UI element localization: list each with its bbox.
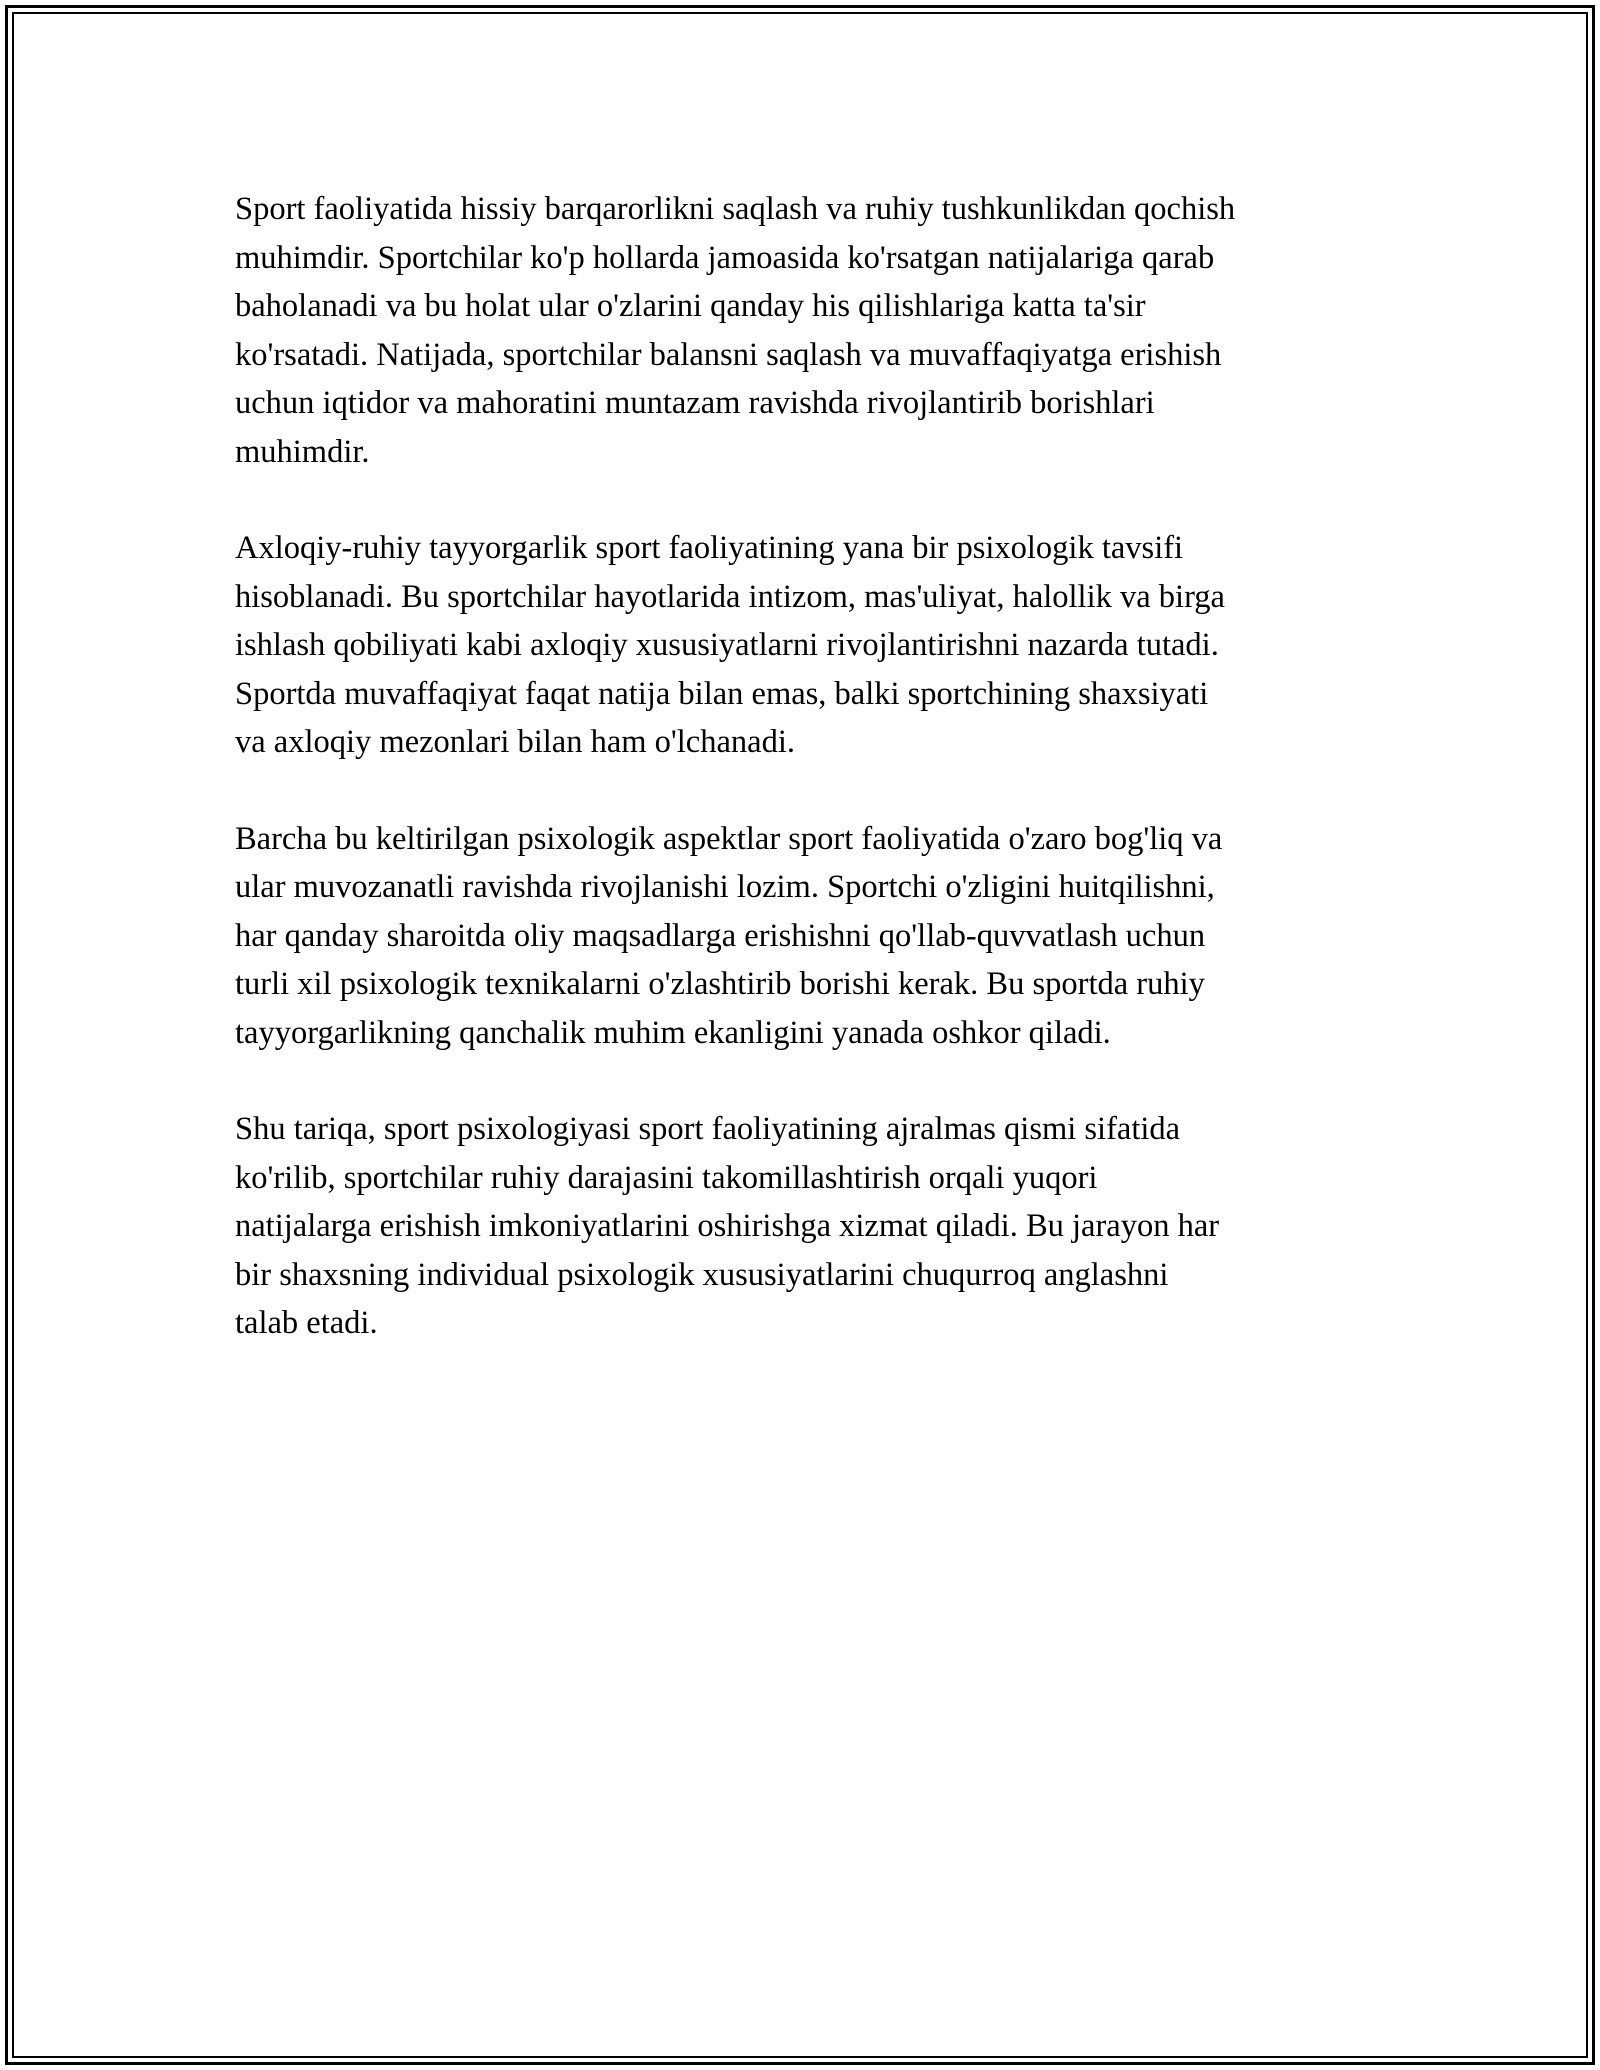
paragraph-line: ular muvozanatli ravishda rivojlanishi lozim. Sportchi o'zligini huitqilishni, (235, 869, 1215, 905)
paragraph-line: Axloqiy-ruhiy tayyorgarlik sport faoliyatining yana bir psixologik tavsifi (235, 530, 1184, 566)
paragraph-line: baholanadi va bu holat ular o'zlarini qanday his qilishlariga katta ta'sir (235, 288, 1146, 324)
paragraph-4 (235, 1105, 1375, 1348)
paragraph-2 (235, 524, 1375, 767)
paragraph-line: tayyorgarlikning qanchalik muhim ekanligini yanada oshkor qiladi. (235, 1014, 1111, 1051)
paragraph-line: Sportda muvaffaqiyat faqat natija bilan emas, balki sportchining shaxsiyati (235, 675, 1209, 712)
paragraph-line: uchun iqtidor va mahoratini muntazam ravishda rivojlantirib borishlari (235, 385, 1155, 421)
paragraph-line: ko'rsatadi. Natijada, sportchilar balansni saqlash va muvaffaqiyatga erishish (235, 336, 1222, 373)
paragraph-line: har qanday sharoitda oliy maqsadlarga erishishni qo'llab-quvvatlash uchun (235, 917, 1206, 954)
paragraph-line: muhimdir. Sportchilar ko'p hollarda jamoasida ko'rsatgan natijalariga qarab (235, 239, 1215, 276)
paragraph-line: Shu tariqa, sport psixologiyasi sport faoliyatining ajralmas qismi sifatida (235, 1111, 1181, 1147)
document-body (235, 185, 1375, 1396)
paragraph-line: Barcha bu keltirilgan psixologik aspektlar sport faoliyatida o'zaro bog'liq va (235, 820, 1223, 857)
paragraph-line: ko'rilib, sportchilar ruhiy darajasini takomillashtirish orqali yuqori (235, 1159, 1098, 1196)
paragraph-line: Sport faoliyatida hissiy barqarorlikni saqlash va ruhiy tushkunlikdan qochish (235, 191, 1236, 227)
paragraph-line: va axloqiy mezonlari bilan ham o'lchanadi. (235, 724, 795, 760)
paragraph-line: talab etadi. (235, 1305, 378, 1341)
paragraph-line: natijalarga erishish imkoniyatlarini oshirishga xizmat qiladi. Bu jarayon har (235, 1208, 1220, 1244)
paragraph-line: muhimdir. (235, 433, 370, 470)
paragraph-line: bir shaxsning individual psixologik xususiyatlarini chuqurroq anglashni (235, 1256, 1169, 1293)
paragraph-line: hisoblanadi. Bu sportchilar hayotlarida intizom, mas'uliyat, halollik va birga (235, 578, 1225, 615)
paragraph-line: ishlash qobiliyati kabi axloqiy xususiyatlarni rivojlantirishni nazarda tutadi. (235, 627, 1219, 663)
paragraph-line: turli xil psixologik texnikalarni o'zlashtirib borishi kerak. Bu sportda ruhiy (235, 966, 1205, 1002)
paragraph-1 (235, 185, 1375, 476)
paragraph-3 (235, 815, 1375, 1058)
